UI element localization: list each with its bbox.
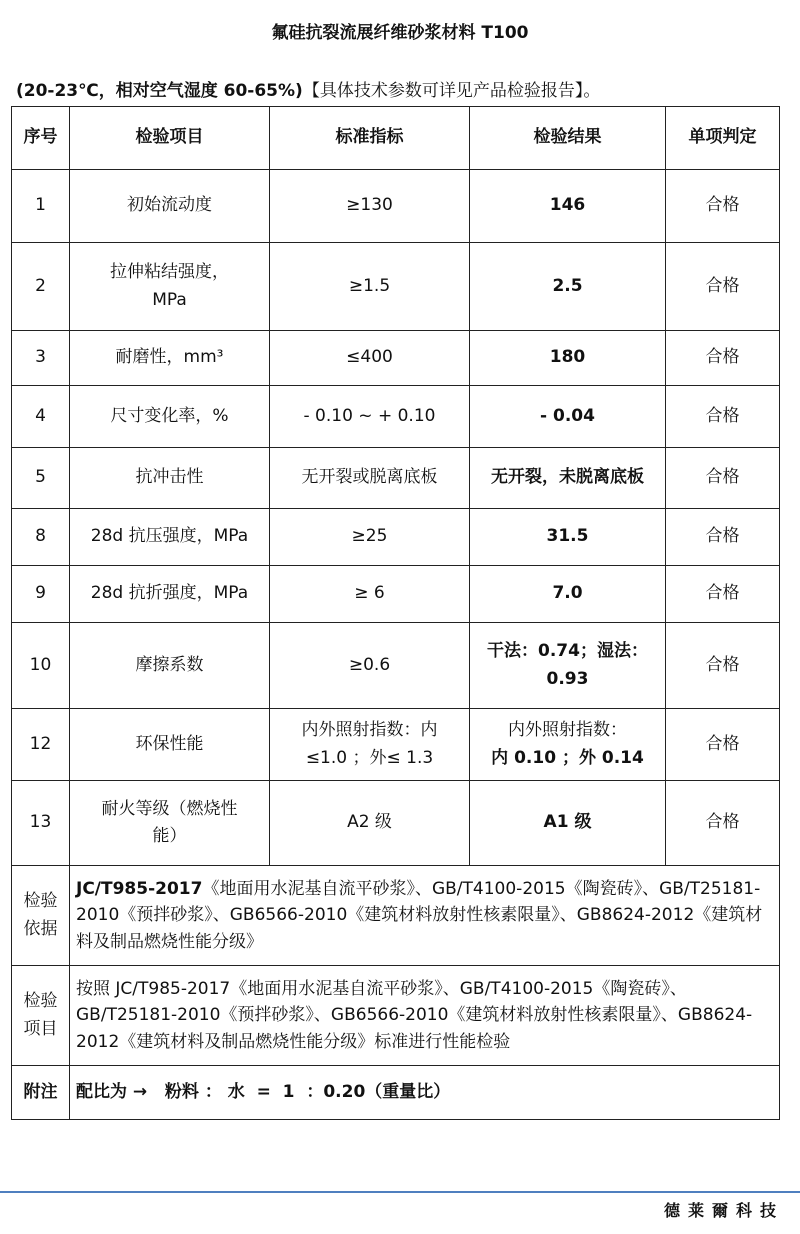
cell-standard: ≥1.5: [270, 243, 470, 331]
cell-verdict: 合格: [666, 709, 780, 781]
cell-standard: - 0.10 ~ + 0.10: [270, 386, 470, 448]
cell-verdict: 合格: [666, 331, 780, 386]
basis-code: JC/T985-2017: [76, 878, 203, 899]
table-row: [12, 170, 780, 243]
result-line-1: 内外照射指数：: [508, 720, 627, 741]
result-line-2: 内 0.10 ；外 0.14: [491, 747, 644, 768]
footer-brand: 德莱爾科技: [663, 1201, 784, 1220]
cell-verdict: 合格: [666, 566, 780, 623]
table-row: [12, 331, 780, 386]
table-row: [12, 709, 780, 781]
basis-standards: 《地面用水泥基自流平砂浆》、GB/T4100-2015《陶瓷砖》、GB/T25181-2010《预拌砂浆》、GB6566-2010《建筑材料放射性核素限量》、GB8624-2012《建筑材料及制品燃烧性能分级》: [76, 878, 763, 952]
cell-verdict: 合格: [666, 448, 780, 509]
cell-standard: ≤400: [270, 331, 470, 386]
document-title: 氟硅抗裂流展纤维砂浆材料 T100: [271, 23, 529, 43]
cell-result: 31.5: [470, 509, 666, 566]
cell-result: 2.5: [470, 243, 666, 331]
cell-item: 初始流动度: [70, 170, 270, 243]
cell-item: 尺寸变化率，%: [70, 386, 270, 448]
cell-verdict: 合格: [666, 243, 780, 331]
cell-no: 5: [12, 448, 70, 509]
table-header-row: [12, 107, 780, 170]
note-text: 配比为 → 粉料 ： 水 = 1 ：0.20（重量比）: [70, 1066, 780, 1120]
cell-item: 耐火等级（燃烧性能）: [70, 781, 270, 866]
test-conditions: [16, 76, 600, 101]
cell-standard: ≥130: [270, 170, 470, 243]
table-row: [12, 243, 780, 331]
cell-item: 28d 抗压强度，MPa: [70, 509, 270, 566]
items-label: 检验项目: [12, 966, 70, 1066]
cell-standard: ≥0.6: [270, 623, 470, 709]
cell-result: 无开裂，未脱离底板: [470, 448, 666, 509]
conditions-bold: (20-23℃，相对空气湿度 60-65%): [16, 81, 303, 101]
table-row: [12, 623, 780, 709]
cell-verdict: 合格: [666, 623, 780, 709]
cell-no: 9: [12, 566, 70, 623]
cell-result: [470, 709, 666, 781]
cell-item: 抗冲击性: [70, 448, 270, 509]
cell-verdict: 合格: [666, 170, 780, 243]
table-row: [12, 509, 780, 566]
header-no: 序号: [12, 107, 70, 170]
table-row: [12, 386, 780, 448]
items-row: [12, 966, 780, 1066]
basis-text: [70, 866, 780, 966]
note-row: [12, 1066, 780, 1120]
cell-no: 2: [12, 243, 70, 331]
table-row: [12, 781, 780, 866]
cell-standard: ≥25: [270, 509, 470, 566]
cell-verdict: 合格: [666, 509, 780, 566]
header-item: 检验项目: [70, 107, 270, 170]
cell-no: 10: [12, 623, 70, 709]
cell-item: 拉伸粘结强度，MPa: [70, 243, 270, 331]
cell-standard: ≥ 6: [270, 566, 470, 623]
cell-no: 8: [12, 509, 70, 566]
cell-result: - 0.04: [470, 386, 666, 448]
header-result: 检验结果: [470, 107, 666, 170]
cell-item: 摩擦系数: [70, 623, 270, 709]
basis-label: 检验依据: [12, 866, 70, 966]
cell-item: 耐磨性，mm³: [70, 331, 270, 386]
cell-verdict: 合格: [666, 386, 780, 448]
cell-result: A1 级: [470, 781, 666, 866]
table-row: [12, 448, 780, 509]
cell-result: 180: [470, 331, 666, 386]
cell-no: 4: [12, 386, 70, 448]
header-verdict: 单项判定: [666, 107, 780, 170]
test-results-table: [11, 106, 780, 1120]
cell-result: 7.0: [470, 566, 666, 623]
basis-row: [12, 866, 780, 966]
items-text: 按照 JC/T985-2017《地面用水泥基自流平砂浆》、GB/T4100-2015《陶瓷砖》、GB/T25181-2010《预拌砂浆》、GB6566-2010《建筑材料放射性核素限量》、GB8624-2012《建筑材料及制品燃烧性能分级》标准进行性能检验: [70, 966, 780, 1066]
cell-standard: 无开裂或脱离底板: [270, 448, 470, 509]
cell-standard: A2 级: [270, 781, 470, 866]
cell-standard: 内外照射指数：内 ≤1.0 ；外≤ 1.3: [270, 709, 470, 781]
cell-no: 13: [12, 781, 70, 866]
cell-no: 3: [12, 331, 70, 386]
footer-divider: [0, 1191, 800, 1193]
cell-item: 28d 抗折强度，MPa: [70, 566, 270, 623]
cell-verdict: 合格: [666, 781, 780, 866]
table-row: [12, 566, 780, 623]
cell-no: 1: [12, 170, 70, 243]
header-standard: 标准指标: [270, 107, 470, 170]
cell-no: 12: [12, 709, 70, 781]
cell-result: 干法：0.74；湿法：0.93: [470, 623, 666, 709]
cell-result: 146: [470, 170, 666, 243]
cell-item: 环保性能: [70, 709, 270, 781]
note-label: 附注: [12, 1066, 70, 1120]
conditions-note: 【具体技术参数可详见产品检验报告】。: [302, 81, 601, 101]
